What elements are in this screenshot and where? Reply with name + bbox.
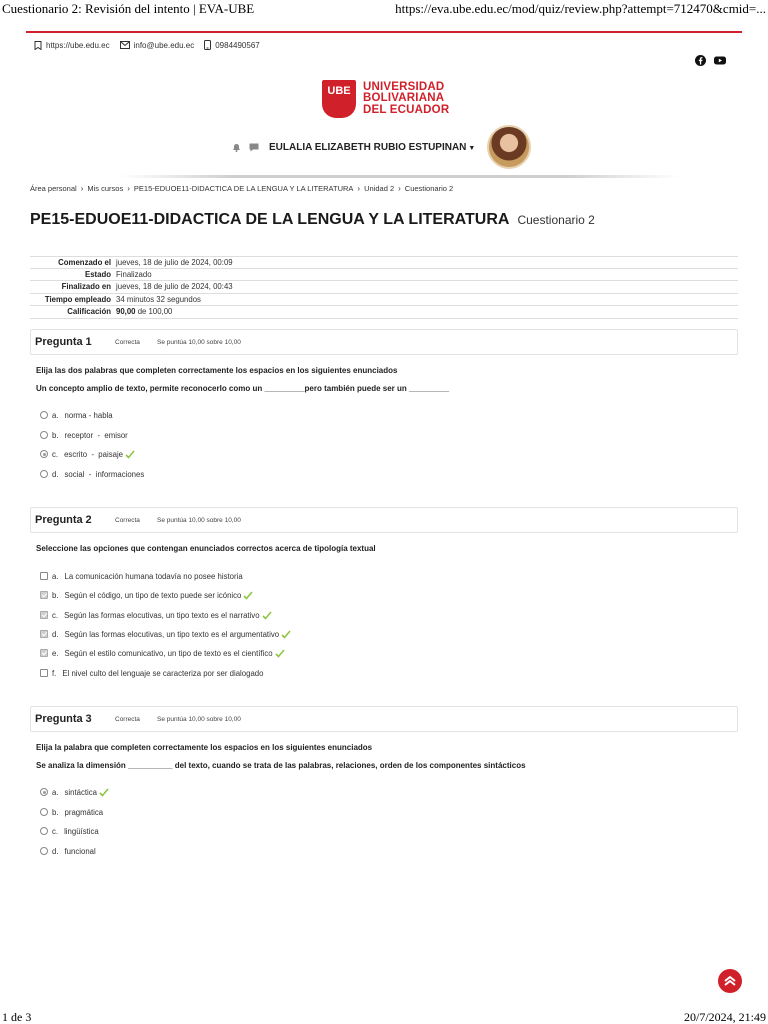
option-text: Según el estilo comunicativo, un tipo de texto es el científico [64,648,273,658]
option-text: pragmática [64,807,104,817]
summary-value: Finalizado [116,269,152,279]
print-page-url: https://eva.ube.edu.ec/mod/quiz/review.php?attempt=712470&cmid=... [395,1,766,16]
breadcrumb-my-courses[interactable]: Mis cursos [87,184,124,193]
option-letter: d. [52,846,59,856]
breadcrumb-home[interactable]: Área personal [30,184,77,193]
option-text: escrito - paisaje [64,449,124,459]
radio-button[interactable] [40,847,48,855]
grade-value [116,307,172,316]
question-prefix: Pregunta [35,514,83,526]
question-status: Correcta [115,715,140,723]
contact-email-text: info@ube.edu.ec [133,40,195,50]
chevron-right-icon: › [398,184,401,193]
question-1-text: Elija las dos palabras que completen correctamente los espacios en los siguientes enunciados [36,366,398,375]
quiz-title: Cuestionario 2 [517,213,595,227]
option-letter: b. [52,430,59,440]
option-text: Según las formas elocutivas, un tipo texto es el argumentativo [64,629,280,639]
summary-row-grade [30,306,738,319]
user-menu[interactable] [269,142,475,153]
logo-shield: UBE [322,80,356,118]
option-letter: b. [52,807,59,817]
option-text: norma - habla [64,410,113,420]
question-number [35,713,115,725]
envelope-icon [120,41,130,49]
q3-option-a[interactable] [40,786,109,798]
q3-option-d[interactable] [40,845,96,857]
checkbox[interactable] [40,572,48,580]
radio-button[interactable] [40,470,48,478]
contact-bar [34,38,270,52]
option-letter: d. [52,469,59,479]
caret-down-icon: ▼ [468,144,476,152]
q1-option-a[interactable] [40,409,113,421]
q1-option-d[interactable] [40,468,144,480]
checkbox-checked[interactable] [40,611,48,619]
radio-button-selected[interactable] [40,450,48,458]
course-title: PE15-EDUOE11-DIDACTICA DE LA LENGUA Y LA LITERATURA [30,211,510,228]
contact-website[interactable] [34,41,110,50]
radio-button[interactable] [40,431,48,439]
avatar[interactable] [487,125,531,169]
breadcrumb-course[interactable]: PE15-EDUOE11-DIDACTICA DE LA LENGUA Y LA LITERATURA [133,184,354,193]
option-text: funcional [64,846,96,856]
question-2-text: Seleccione las opciones que contengan enunciados correctos acerca de tipología textual [36,544,376,553]
summary-value: jueves, 18 de julio de 2024, 00:09 [116,257,233,267]
breadcrumb-unit[interactable]: Unidad 2 [364,184,395,193]
q2-option-b[interactable] [40,589,253,601]
option-letter: a. [52,571,59,581]
summary-label: Tiempo empleado [44,294,111,304]
question-number-value: 1 [85,336,92,348]
option-letter: c. [52,449,59,459]
summary-row [30,294,738,307]
option-letter: c. [52,826,59,836]
option-text: social - informaciones [64,469,145,479]
logo-line-1: UNIVERSIDAD [363,80,445,93]
chevron-right-icon: › [357,184,361,193]
question-number-value: 3 [85,713,92,725]
question-points: Se puntúa 10,00 sobre 10,00 [157,715,241,723]
option-letter: b. [52,590,59,600]
checkmark-icon [243,591,253,600]
social-links [695,55,726,66]
summary-label: Estado [85,269,111,279]
option-text: receptor - emisor [64,430,128,440]
breadcrumb-quiz[interactable]: Cuestionario 2 [404,184,454,193]
checkbox-checked[interactable] [40,591,48,599]
logo-text [363,82,449,117]
contact-phone-text: 0984490567 [215,40,260,50]
q2-option-f[interactable] [40,667,263,679]
option-letter: c. [52,610,59,620]
messages-icon[interactable] [249,143,259,152]
option-letter: a. [52,410,59,420]
checkmark-icon [99,788,109,797]
phone-icon [204,40,211,50]
bookmark-icon [34,41,42,50]
q1-option-c[interactable] [40,448,135,460]
logo-line-2: BOLIVARIANA [363,92,445,105]
top-red-line [26,31,742,33]
radio-button[interactable] [40,827,48,835]
grade-score: 90,00 [116,307,136,317]
q2-option-d[interactable] [40,628,291,640]
checkbox-checked[interactable] [40,630,48,638]
print-header [0,0,768,20]
question-status: Correcta [115,338,140,346]
chevron-right-icon: › [127,184,130,193]
q3-option-c[interactable] [40,825,99,837]
attempt-summary-table [30,256,738,319]
grade-label: Calificación [67,307,111,317]
q2-option-a[interactable] [40,570,243,582]
q1-option-b[interactable] [40,429,128,441]
option-text: Según el código, un tipo de texto puede ser icónico [64,590,242,600]
question-3-header [30,706,738,732]
checkmark-icon [281,630,291,639]
question-1-statement: Un concepto amplio de texto, permite reconocerlo como un _________pero también puede ser un _________ [36,384,450,393]
question-prefix: Pregunta [35,713,83,725]
question-3-text: Elija la palabra que completen correctamente los espacios en los siguientes enunciados [36,743,373,752]
facebook-icon[interactable] [695,55,706,66]
question-number [35,336,115,348]
chevron-right-icon: › [80,184,84,193]
contact-email[interactable] [120,41,195,50]
summary-label: Finalizado en [61,282,111,292]
summary-value: jueves, 18 de julio de 2024, 00:43 [116,282,233,292]
summary-row [30,256,738,269]
checkmark-icon [262,611,272,620]
radio-button[interactable] [40,808,48,816]
question-1-header [30,329,738,355]
contact-website-text: https://ube.edu.ec [46,40,110,50]
header-divider [120,175,680,178]
option-letter: a. [52,787,59,797]
summary-label: Comenzado el [58,257,111,267]
q2-option-e[interactable] [40,647,285,659]
question-points: Se puntúa 10,00 sobre 10,00 [157,338,241,346]
youtube-icon[interactable] [714,55,726,66]
checkmark-icon [125,450,135,459]
option-text: Según las formas elocutivas, un tipo texto es el narrativo [64,610,260,620]
option-text: La comunicación humana todavía no posee historia [64,571,243,581]
question-prefix: Pregunta [35,336,83,348]
print-page-number: 1 de 3 [2,1010,32,1024]
print-page-title: Cuestionario 2: Revisión del intento | EVA-UBE [2,1,255,16]
user-name: EULALIA ELIZABETH RUBIO ESTUPINAN [269,141,467,153]
question-status: Correcta [115,516,140,524]
checkbox[interactable] [40,669,48,677]
breadcrumb [30,184,453,193]
question-number-value: 2 [85,514,92,526]
question-2-header [30,507,738,533]
option-text: sintáctica [64,787,98,797]
chevron-up-icon [723,975,737,987]
grade-max: de 100,00 [137,307,173,317]
contact-phone[interactable] [204,40,260,50]
option-letter: f. [52,668,57,678]
option-text: lingüística [64,826,99,836]
option-text: El nivel culto del lenguaje se caracteriza por ser dialogado [62,668,264,678]
question-points: Se puntúa 10,00 sobre 10,00 [157,516,241,524]
q2-option-c[interactable] [40,609,272,621]
radio-button-selected[interactable] [40,788,48,796]
q3-option-b[interactable] [40,806,103,818]
option-letter: e. [52,648,59,658]
summary-row [30,269,738,282]
print-datetime: 20/7/2024, 21:49 [683,1010,766,1024]
radio-button[interactable] [40,411,48,419]
back-to-top-button[interactable] [718,969,742,993]
notification-bell-icon[interactable] [232,143,241,152]
user-bar-icons [232,143,259,152]
page-title [30,211,595,229]
user-bar [232,125,531,169]
summary-row [30,281,738,294]
checkbox-checked[interactable] [40,649,48,657]
logo-line-3: DEL ECUADOR [363,103,450,116]
checkmark-icon [275,649,285,658]
summary-value: 34 minutos 32 segundos [116,294,201,304]
option-letter: d. [52,629,59,639]
question-3-statement: Se analiza la dimensión __________ del texto, cuando se trata de las palabras, relaciones, orden de los componentes sintácticos [36,761,526,770]
print-footer [0,1010,768,1024]
university-logo[interactable] [322,80,449,118]
question-number [35,514,115,526]
